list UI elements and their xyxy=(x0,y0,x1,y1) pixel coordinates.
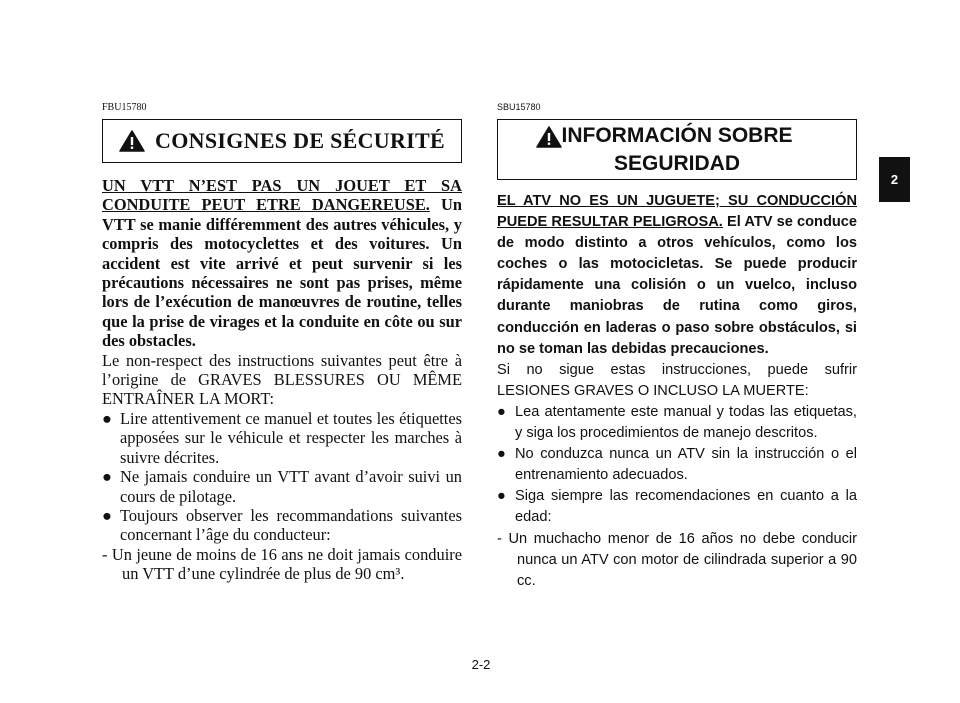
section-code-es: SBU15780 xyxy=(497,102,541,112)
chapter-tab: 2 xyxy=(879,157,910,202)
lead-paragraph-es xyxy=(497,191,857,360)
safety-title-box-es xyxy=(497,119,857,180)
dash-item-es: - Un muchacho menor de 16 años no debe conducir nunca un ATV con motor de cilindrada superior a 90 cc. xyxy=(497,530,857,589)
safety-text-fr xyxy=(102,176,462,584)
warning-triangle-icon xyxy=(536,126,562,148)
dash-item-fr: - Un jeune de moins de 16 ans ne doit jamais conduire un VTT d’une cylindrée de plus de 90 cm³. xyxy=(102,544,462,584)
bullet-icon: ● xyxy=(497,488,506,505)
safety-title-fr: CONSIGNES DE SÉCURITÉ xyxy=(155,128,445,153)
list-item: ● No conduzca nunca un ATV sin la instrucción o el entrenamiento adecuados. xyxy=(497,446,857,484)
lead-text-fr: Un VTT se manie différemment des autres véhicules, y compris des motocyclettes et des voitures. Un accident est vite arrivé et peut survenir si les précautions nécessaires ne sont pas prises, même lors de l’exécution de manœuvres de routine, telles que la prise de virages et la conduite en côte ou sur des obstacles. xyxy=(102,195,462,351)
lead-paragraph-fr xyxy=(102,176,462,351)
warning-paragraph-es: Si no sigue estas instrucciones, puede sufrir LESIONES GRAVES O INCLUSO LA MUERTE: xyxy=(497,361,857,399)
warning-paragraph-fr: Le non-respect des instructions suivantes peut être à l’origine de GRAVES BLESSURES OU MÊME ENTRAÎNER LA MORT: xyxy=(102,350,462,409)
lead-text-es: El ATV se conduce de modo distinto a otros vehículos, como los coches o las motocicletas. Se puede producir rápidamente una colisión o un vuelco, incluso durante maniobras de rutina como giros, conducción en laderas o paso sobre obstáculos, si no se toman las debidas precauciones. xyxy=(497,214,858,357)
bullet-icon: ● xyxy=(102,467,112,487)
bullet-icon: ● xyxy=(497,403,506,420)
safety-title-es: INFORMACIÓN SOBRE SEGURIDAD xyxy=(561,123,793,175)
bullet-icon: ● xyxy=(497,446,506,463)
safety-title-box-fr xyxy=(102,119,462,163)
safety-text-es xyxy=(497,191,857,592)
bullet-icon: ● xyxy=(102,505,112,525)
lead-warning-fr: UN VTT N’EST PAS UN JOUET ET SA CONDUITE PEUT ETRE DANGEREUSE. xyxy=(102,176,462,215)
list-item: ● Lea atentamente este manual y todas las etiquetas, y siga los procedimientos de manejo descritos. xyxy=(497,403,857,442)
lead-warning-es: EL ATV NO ES UN JUGUETE; SU CONDUCCIÓN PUEDE RESULTAR PELIGROSA. xyxy=(497,193,857,231)
warning-triangle-icon xyxy=(119,130,145,152)
list-item: ● Siga siempre las recomendaciones en cuanto a la edad: xyxy=(497,488,857,526)
section-code-fr: FBU15780 xyxy=(102,102,147,113)
bullet-icon: ● xyxy=(102,408,112,428)
list-item: ● Ne jamais conduire un VTT avant d’avoir suivi un cours de pilotage. xyxy=(102,467,462,506)
list-item: ● Toujours observer les recommandations suivantes concernant l’âge du conducteur: xyxy=(102,505,462,545)
page-number: 2-2 xyxy=(471,657,491,672)
list-item: ● Lire attentivement ce manuel et toutes les étiquettes apposées sur le véhicule et respecter les marches à suivre décrites. xyxy=(102,408,462,467)
